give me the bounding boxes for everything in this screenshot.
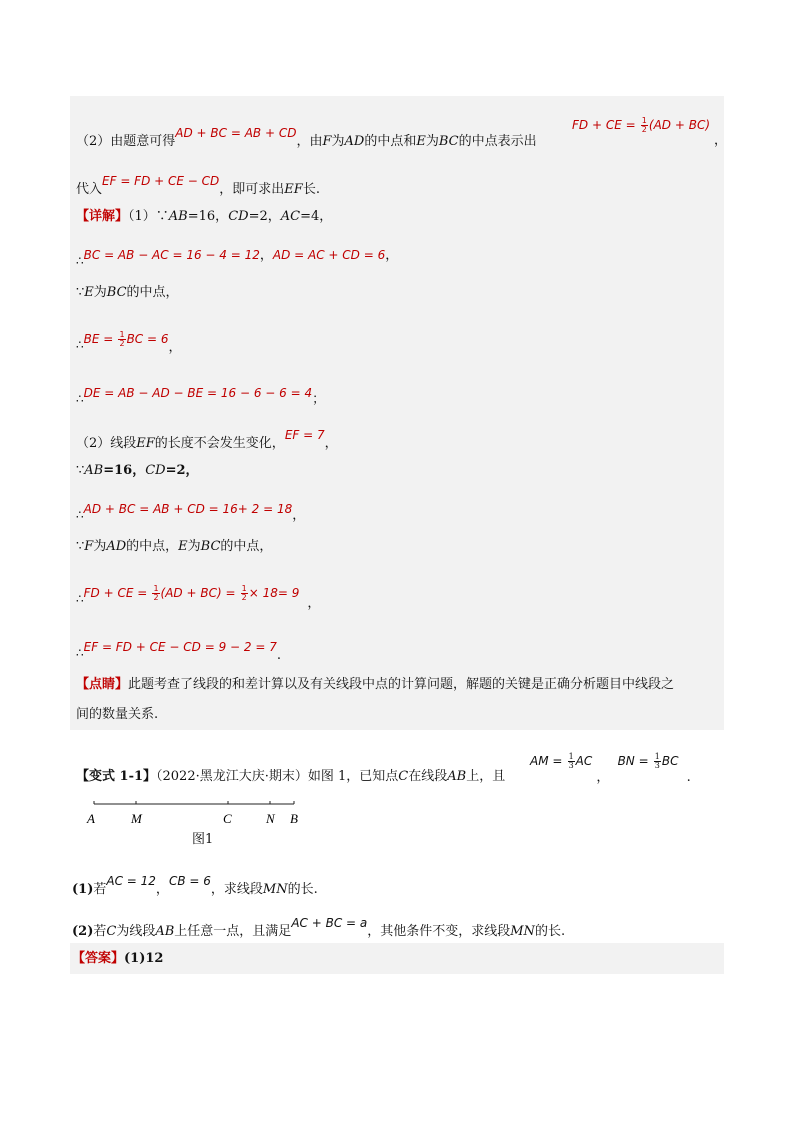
point-a-label: A bbox=[87, 811, 95, 826]
f-midpoint-line: ∵F为AD的中点，E为BC的中点， bbox=[76, 539, 273, 554]
comment-label: 【点睛】 bbox=[76, 677, 129, 692]
fraction-half: $\frac{1}{2}$ bbox=[641, 116, 647, 134]
hint-eq2: FD + CE = $\frac{1}{2}$ (AD + BC) bbox=[572, 116, 710, 134]
variant-label: 【变式 1-1】 bbox=[76, 769, 157, 784]
part2-line: （2）线段EF的长度不会发生变化，EF = 7， bbox=[76, 428, 338, 451]
eq-ef-line: ∴EF = FD + CE − CD = 9 − 2 = 7. bbox=[76, 640, 281, 663]
eq-be-line: ∴BE = $\frac{1}{2}$ BC = 6， bbox=[76, 330, 182, 355]
substitute-line: 代入EF = FD + CE − CD，即可求出EF长. bbox=[76, 174, 320, 197]
substitute-eq: EF = FD + CE − CD bbox=[102, 174, 220, 188]
fraction-half: $\frac{1}{2}$ bbox=[153, 584, 159, 602]
segment-figure bbox=[84, 796, 314, 830]
answer-text: (1)12 bbox=[124, 951, 164, 966]
answer-background bbox=[70, 943, 724, 974]
comment-line1: 【点睛】此题考查了线段的和差计算以及有关线段中点的计算问题，解题的关键是正确分析题目中线段之 bbox=[76, 677, 675, 692]
point-c-label: C bbox=[223, 811, 232, 826]
fraction-third: $\frac{1}{3}$ bbox=[654, 752, 660, 770]
point-n-label: N bbox=[266, 811, 275, 826]
figure-caption: 图1 bbox=[192, 832, 214, 847]
eq-fd-line: ∴FD + CE = $\frac{1}{2}$ (AD + BC) = $\frac{1}{2}$ × 18= 9， bbox=[76, 584, 321, 611]
comment-line2: 间的数量关系. bbox=[76, 707, 159, 722]
answer-line bbox=[72, 950, 163, 968]
question-1: (1)若AC = 12，CB = 6，求线段MN的长. bbox=[72, 874, 318, 897]
variant-eq: AM = $\frac{1}{3}$ AC ， BN = $\frac{1}{3}$ BC . bbox=[530, 752, 691, 785]
question-2: (2)若C为线段AB上任意一点，且满足AC + BC = a，其他条件不变，求线段MN的长. bbox=[72, 916, 566, 939]
fraction-third: $\frac{1}{3}$ bbox=[568, 752, 574, 770]
detail-line: 【详解】（1）∵AB=16，CD=2，AC=4， bbox=[76, 209, 333, 224]
fraction-half: $\frac{1}{2}$ bbox=[241, 584, 247, 602]
eq-sum-line: ∴AD + BC = AB + CD = 16+ 2 = 18， bbox=[76, 502, 306, 523]
variant-line: 【变式 1-1】（2022·黑龙江大庆·期末）如图 1，已知点C在线段AB上，且 bbox=[76, 769, 506, 784]
hint-eq1: AD + BC = AB + CD bbox=[175, 126, 297, 140]
hint-line: （2）由题意可得AD + BC = AB + CD，由F为AD的中点和E为BC的中点表示出 bbox=[76, 126, 537, 149]
answer-label: 【答案】 bbox=[72, 951, 125, 966]
eq-de-line: ∴DE = AB − AD − BE = 16 − 6 − 6 = 4； bbox=[76, 386, 326, 407]
eq-bc-line: ∴BC = AB − AC = 16 − 4 = 12，AD = AC + CD = 6， bbox=[76, 248, 399, 268]
fraction-half: $\frac{1}{2}$ bbox=[119, 330, 125, 348]
point-m-label: M bbox=[131, 811, 142, 826]
point-b-label: B bbox=[290, 811, 298, 826]
detail-label: 【详解】 bbox=[76, 209, 129, 224]
e-midpoint-line: ∵E为BC的中点， bbox=[76, 285, 179, 300]
given2-line: ∵AB=16，CD=2， bbox=[76, 463, 199, 478]
hint-tail: ， bbox=[714, 133, 728, 148]
